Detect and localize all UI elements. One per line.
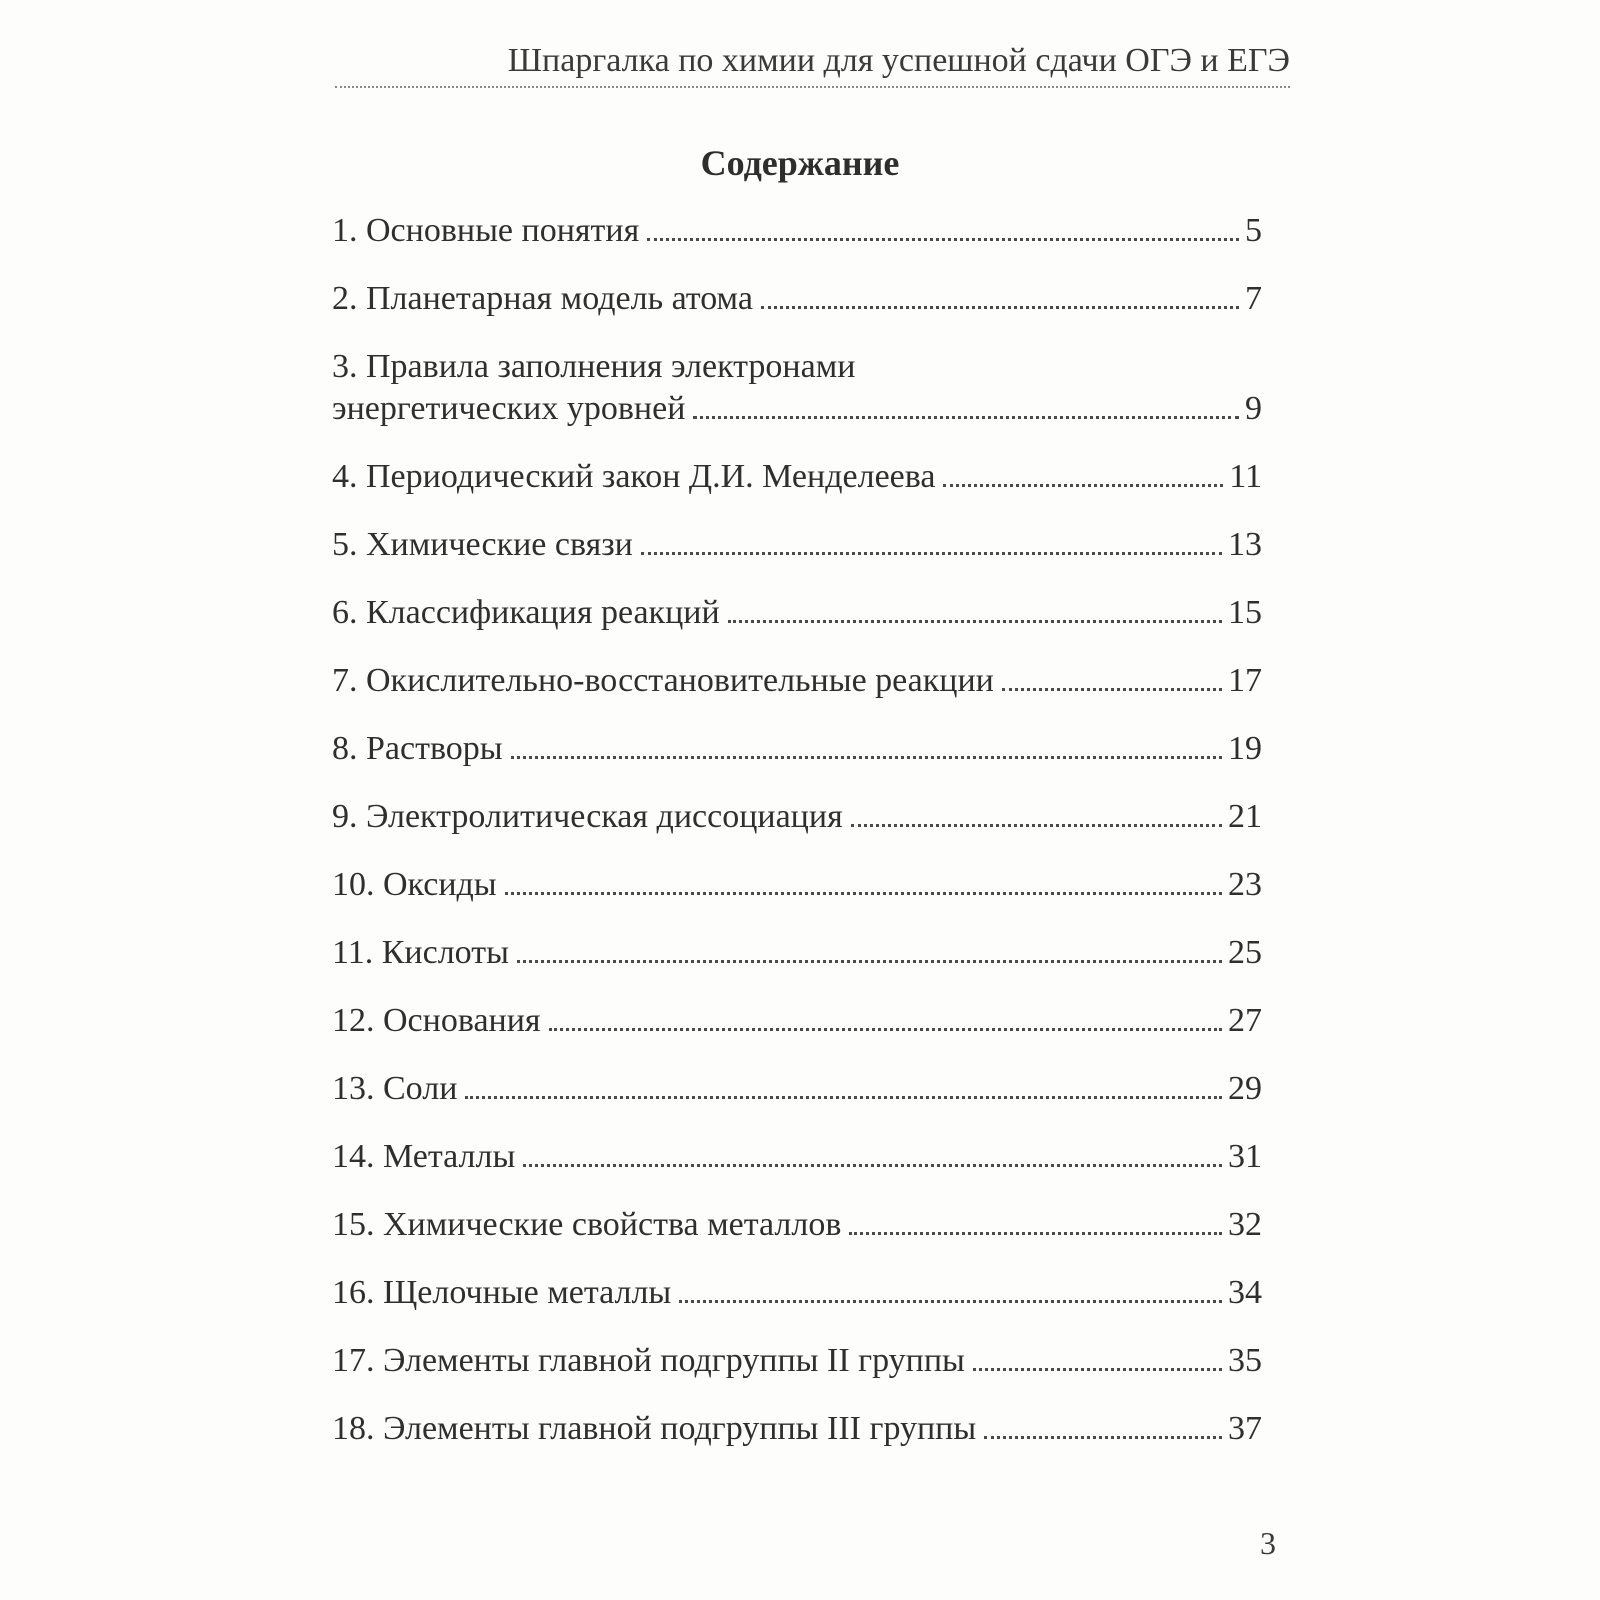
- toc-entry-label: 16. Щелочные металлы: [332, 1274, 672, 1311]
- toc-entry-page: 25: [1228, 934, 1262, 971]
- toc-entry: [332, 1272, 1262, 1314]
- dot-leader: [851, 824, 1222, 827]
- toc-entry-label: 2. Планетарная модель атома: [332, 280, 753, 317]
- running-header: [335, 38, 1290, 88]
- toc-entry-page: 19: [1228, 730, 1262, 767]
- toc-entry-page: 17: [1228, 662, 1262, 699]
- toc-entry-label: 11. Кислоты: [332, 934, 509, 971]
- toc-entry: [332, 1000, 1262, 1042]
- toc-entry-label: 14. Металлы: [332, 1138, 516, 1175]
- dot-leader: [693, 416, 1239, 419]
- toc-entry-label: 7. Окислительно-восстановительные реакции: [332, 662, 994, 699]
- dot-leader: [984, 1436, 1222, 1439]
- toc-entry-page: 31: [1228, 1138, 1262, 1175]
- toc-entry-label: 13. Соли: [332, 1070, 458, 1107]
- toc-entry-page: 29: [1228, 1070, 1262, 1107]
- toc-title: Содержание: [700, 143, 900, 183]
- running-header-title: Шпаргалка по химии для успешной сдачи ОГЭ и ЕГЭ: [507, 42, 1290, 79]
- toc-entry-label: 10. Оксиды: [332, 866, 497, 903]
- dot-leader: [511, 756, 1222, 759]
- toc-entry: [332, 524, 1262, 566]
- toc-entry-label: 12. Основания: [332, 1002, 541, 1039]
- dot-leader: [761, 306, 1239, 309]
- dot-leader: [973, 1368, 1222, 1371]
- toc-entry-page: 21: [1228, 798, 1262, 835]
- toc-entry-label: 4. Периодический закон Д.И. Менделеева: [332, 458, 936, 495]
- toc-entry: [332, 456, 1262, 498]
- toc-entry: [332, 210, 1262, 252]
- dot-leader: [1002, 688, 1222, 691]
- toc-entry: [332, 1340, 1262, 1382]
- toc-entry: [332, 660, 1262, 702]
- dot-leader: [505, 892, 1222, 895]
- dot-leader: [523, 1164, 1222, 1167]
- table-of-contents: [332, 210, 1262, 1450]
- toc-entry-label: 8. Растворы: [332, 730, 503, 767]
- toc-entry-page: 34: [1228, 1274, 1262, 1311]
- toc-entry: [332, 278, 1262, 320]
- toc-entry: [332, 1204, 1262, 1246]
- toc-entry: [332, 864, 1262, 906]
- toc-entry-page: 9: [1245, 390, 1262, 427]
- dot-leader: [641, 552, 1222, 555]
- dot-leader: [549, 1028, 1222, 1031]
- toc-entry: [332, 932, 1262, 974]
- toc-entry-label: 18. Элементы главной подгруппы III группы: [332, 1410, 977, 1447]
- toc-entry: [332, 796, 1262, 838]
- toc-entry-page: 32: [1228, 1206, 1262, 1243]
- dot-leader: [679, 1300, 1222, 1303]
- toc-entry-page: 11: [1229, 458, 1262, 495]
- toc-entry: [332, 1408, 1262, 1450]
- toc-entry: [332, 592, 1262, 634]
- dot-leader: [517, 960, 1222, 963]
- toc-entry-label: 17. Элементы главной подгруппы II группы: [332, 1342, 965, 1379]
- toc-entry-label-line1: 3. Правила заполнения электронами: [332, 348, 856, 385]
- toc-entry: [332, 1136, 1262, 1178]
- toc-entry-page: 15: [1228, 594, 1262, 631]
- dot-leader: [728, 620, 1222, 623]
- toc-entry-page: 37: [1228, 1410, 1262, 1447]
- toc-entry-label: 9. Электролитическая диссоциация: [332, 798, 843, 835]
- toc-entry-label: 1. Основные понятия: [332, 212, 640, 249]
- toc-entry-page: 23: [1228, 866, 1262, 903]
- toc-entry: [332, 346, 1262, 430]
- toc-entry-page: 5: [1245, 212, 1262, 249]
- toc-entry: [332, 1068, 1262, 1110]
- toc-entry-page: 13: [1228, 526, 1262, 563]
- toc-entry-label: 15. Химические свойства металлов: [332, 1206, 842, 1243]
- toc-entry-page: 35: [1228, 1342, 1262, 1379]
- toc-entry-page: 7: [1245, 280, 1262, 317]
- toc-entry-page: 27: [1228, 1002, 1262, 1039]
- page-number: 3: [1260, 1525, 1276, 1561]
- dot-leader: [465, 1096, 1222, 1099]
- dot-leader: [849, 1232, 1222, 1235]
- toc-entry-label: 6. Классификация реакций: [332, 594, 720, 631]
- toc-entry-label: энергетических уровней: [332, 390, 686, 427]
- toc-entry-label: 5. Химические связи: [332, 526, 633, 563]
- dot-leader: [943, 484, 1223, 487]
- toc-entry: [332, 728, 1262, 770]
- dot-leader: [647, 238, 1239, 241]
